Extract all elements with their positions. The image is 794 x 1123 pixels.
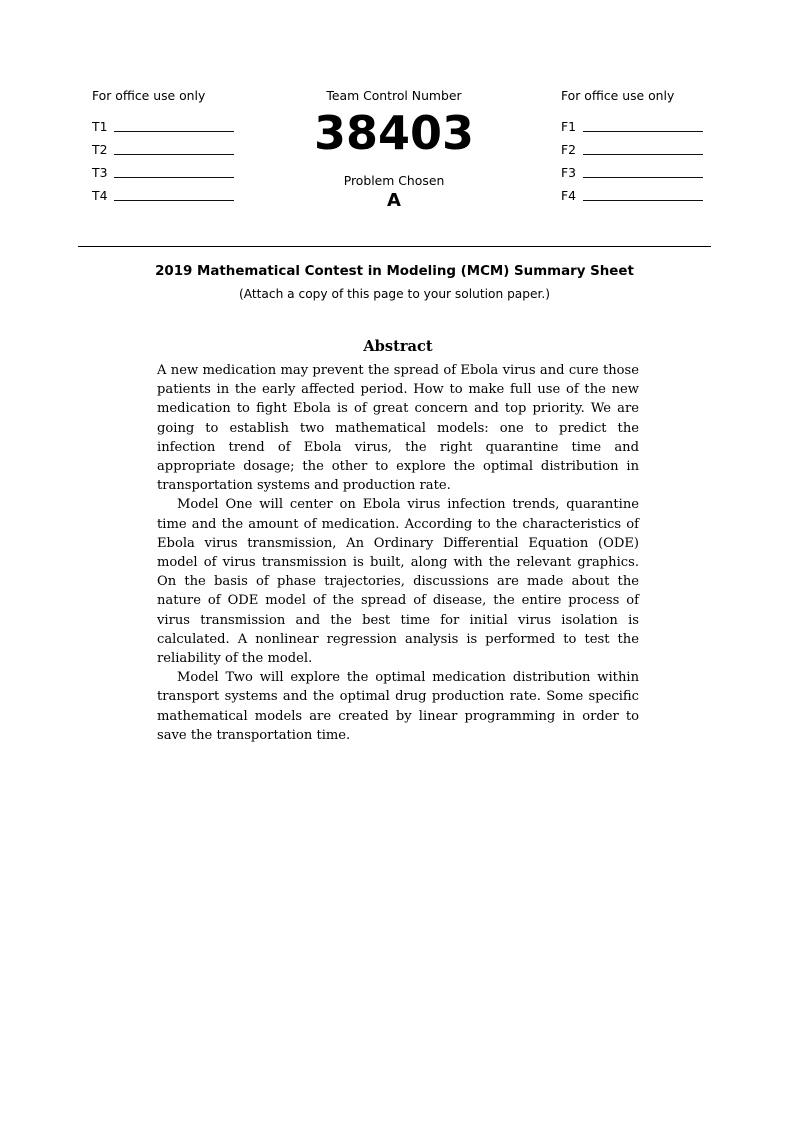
office-row-blank-t3[interactable]: [114, 177, 234, 178]
office-row-label-f4: F4: [561, 188, 577, 203]
abstract-paragraph-3: Model Two will explore the optimal medication distribution within transport systems and the optimal drug production rate. Some specific mathematical models are created by linear programming in order to save the transportation time.: [157, 670, 639, 743]
office-row-f3: [561, 157, 731, 180]
abstract-paragraph-1: A new medication may prevent the spread of Ebola virus and cure those patients in the early affected period. How to make full use of the new medication to fight Ebola is of great concern and top priority. We are going to establish two mathematical models: one to predict the infection trend of Ebola virus, the right quarantine time and appropriate dosage; the other to explore the optimal distribution in transportation systems and production rate.: [157, 363, 639, 494]
office-row-blank-f4[interactable]: [583, 200, 703, 201]
office-row-t2: [92, 134, 262, 157]
office-row-blank-t1[interactable]: [114, 131, 234, 132]
office-row-label-f2: F2: [561, 142, 577, 157]
office-row-blank-f2[interactable]: [583, 154, 703, 155]
page-subtitle: (Attach a copy of this page to your solution paper.): [238, 287, 551, 301]
abstract-heading: Abstract: [363, 338, 433, 355]
office-row-label-f3: F3: [561, 165, 577, 180]
office-row-label-t4: T4: [92, 188, 108, 203]
office-row-f4: [561, 180, 731, 203]
problem-chosen-label: Problem Chosen: [343, 173, 445, 188]
left-office-use-column: [92, 88, 262, 203]
right-office-use-title: For office use only: [561, 88, 675, 103]
office-row-blank-f3[interactable]: [583, 177, 703, 178]
office-row-t4: [92, 180, 262, 203]
header-band: [78, 88, 710, 246]
page-title: 2019 Mathematical Contest in Modeling (MCM) Summary Sheet: [155, 264, 634, 279]
office-row-blank-t2[interactable]: [114, 154, 234, 155]
team-control-number-value: 38403: [313, 106, 475, 160]
right-office-use-column: [561, 88, 731, 203]
office-row-label-t1: T1: [92, 119, 108, 134]
team-control-number-label: Team Control Number: [326, 88, 462, 103]
title-block: [78, 262, 711, 304]
office-row-f1: [561, 111, 731, 134]
control-number-column: [274, 88, 514, 212]
office-row-blank-t4[interactable]: [114, 200, 234, 201]
office-row-t1: [92, 111, 262, 134]
header-divider-rule: [78, 246, 711, 247]
abstract-paragraph-2: Model One will center on Ebola virus infection trends, quarantine time and the amount of medication. According to the characteristics of Ebola virus transmission, An Ordinary Differential Equation (ODE) model of virus transmission is built, along with the relevant graphics. On the basis of phase trajectories, discussions are made about the nature of ODE model of the spread of disease, the entire process of virus transmission and the best time for initial virus isolation is calculated. A nonlinear regression analysis is performed to test the reliability of the model.: [157, 497, 639, 667]
office-row-f2: [561, 134, 731, 157]
office-row-label-f1: F1: [561, 119, 577, 134]
left-office-use-title: For office use only: [92, 88, 206, 103]
abstract-section: [157, 337, 639, 745]
office-row-label-t3: T3: [92, 165, 108, 180]
problem-chosen-value: A: [387, 190, 401, 211]
office-row-t3: [92, 157, 262, 180]
office-row-blank-f1[interactable]: [583, 131, 703, 132]
office-row-label-t2: T2: [92, 142, 108, 157]
